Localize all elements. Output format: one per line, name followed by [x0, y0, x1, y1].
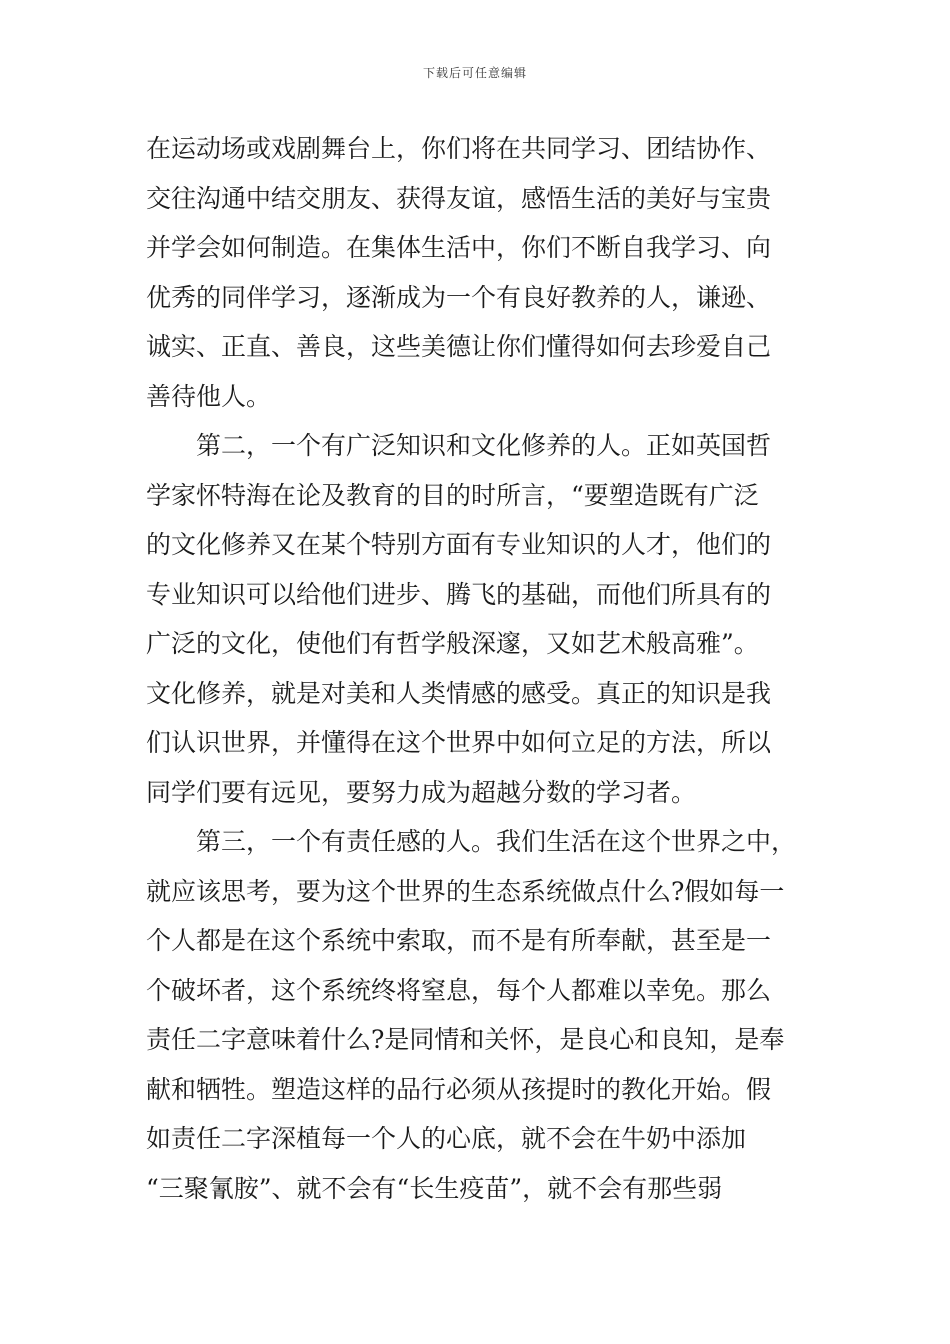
text-line: “三聚氰胺”、就不会有“长生疫苗”，就不会有那些弱	[146, 1173, 723, 1203]
text-line: 并学会如何制造。在集体生活中，你们不断自我学习、向	[146, 233, 772, 262]
text-line: 同学们要有远见，要努力成为超越分数的学习者。	[146, 777, 697, 807]
paragraph-start-line: 第三，一个有责任感的人。我们生活在这个世界之中，	[196, 827, 797, 856]
text-line: 学家怀特海在论及教育的目的时所言，“要塑造既有广泛	[146, 480, 759, 510]
text-line: 文化修养，就是对美和人类情感的感受。真正的知识是我	[146, 678, 772, 708]
text-line: 责任二字意味着什么?是同情和关怀，是良心和良知，是奉	[146, 1025, 785, 1054]
document-body	[146, 124, 816, 1213]
text-line: 个破坏者，这个系统终将窒息，每个人都难以幸免。那么	[146, 975, 772, 1005]
page-header: 下载后可任意编辑	[422, 66, 527, 80]
paragraph-start-line: 第二，一个有广泛知识和文化修养的人。正如英国哲	[196, 431, 772, 460]
text-line: 如责任二字深植每一个人的心底，就不会在牛奶中添加	[146, 1124, 747, 1153]
text-line: 在运动场或戏剧舞台上，你们将在共同学习、团结协作、	[146, 134, 772, 163]
text-line: 广泛的文化，使他们有哲学般深邃，又如艺术般高雅”。	[146, 629, 759, 658]
text-line: 善待他人。	[146, 381, 272, 411]
text-line: 就应该思考，要为这个世界的生态系统做点什么?假如每一	[146, 876, 785, 906]
text-line: 们认识世界，并懂得在这个世界中如何立足的方法，所以	[146, 728, 772, 757]
text-line: 个人都是在这个系统中索取，而不是有所奉献，甚至是一	[146, 926, 772, 955]
text-line: 优秀的同伴学习，逐渐成为一个有良好教养的人，谦逊、	[146, 282, 772, 312]
text-line: 的文化修养又在某个特别方面有专业知识的人才，他们的	[146, 530, 772, 559]
text-line: 专业知识可以给他们进步、腾飞的基础，而他们所具有的	[146, 579, 772, 609]
text-line: 交往沟通中结交朋友、获得友谊，感悟生活的美好与宝贵	[146, 183, 772, 213]
text-line: 诚实、正直、善良，这些美德让你们懂得如何去珍爱自己	[146, 332, 772, 361]
text-line: 献和牺牲。塑造这样的品行必须从孩提时的教化开始。假	[146, 1074, 772, 1104]
